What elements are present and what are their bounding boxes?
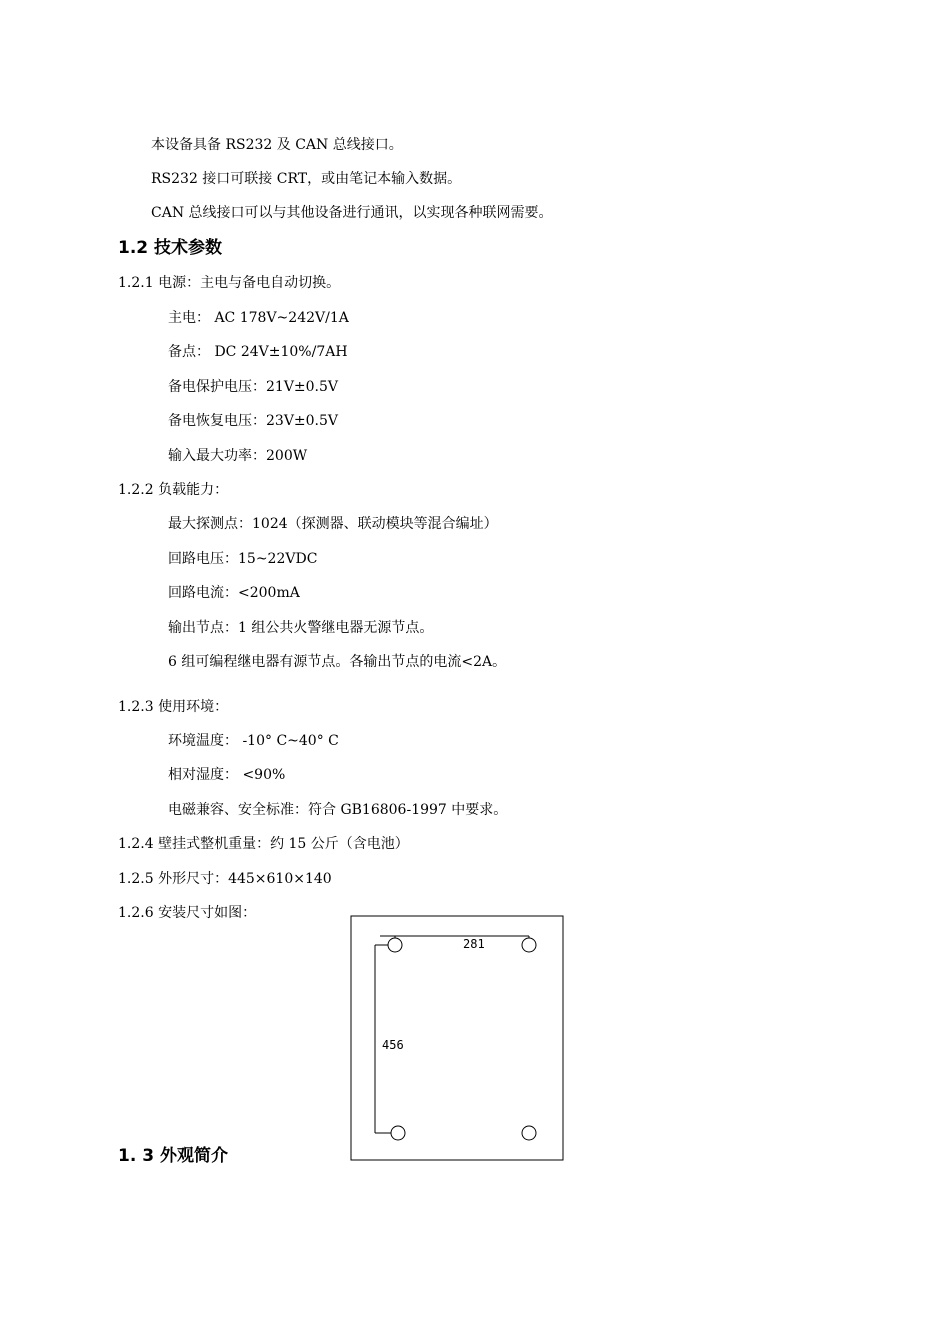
mount-line: 1.2.6 安装尺寸如图： [118,905,257,921]
load-item: 6 组可编程继电器有源节点。各输出节点的电流<2A。 [168,654,507,670]
power-item: 输入最大功率：200W [168,448,308,464]
power-title: 1.2.1 电源：主电与备电自动切换。 [118,275,341,291]
power-item: 备电恢复电压：23V±0.5V [168,413,339,429]
mounting-hole [522,938,536,952]
mounting-diagram [350,915,564,1161]
load-item: 回路电压：15~22VDC [168,551,318,567]
intro-p2: RS232 接口可联接 CRT，或由笔记本输入数据。 [151,171,462,187]
section-heading-1-2: 1.2 技术参数 [118,238,223,258]
intro-p1: 本设备具备 RS232 及 CAN 总线接口。 [151,137,403,153]
power-item: 备点： DC 24V±10%/7AH [168,344,348,360]
load-item: 回路电流：<200mA [168,585,300,601]
env-item: 环境温度： -10° C~40° C [168,733,339,749]
env-item: 电磁兼容、安全标准：符合 GB16806-1997 中要求。 [168,802,508,818]
env-title: 1.2.3 使用环境： [118,699,229,715]
mounting-hole [522,1126,536,1140]
size-line: 1.2.5 外形尺寸：445×610×140 [118,871,332,887]
mounting-hole [391,1126,405,1140]
section-heading-1-3: 1. 3 外观简介 [118,1146,228,1166]
height-label: 456 [382,1038,404,1052]
mounting-hole [388,938,402,952]
width-label: 281 [463,937,485,951]
load-item: 最大探测点：1024（探测器、联动模块等混合编址） [168,516,498,532]
intro-p3: CAN 总线接口可以与其他设备进行通讯，以实现各种联网需要。 [151,205,553,221]
load-item: 输出节点：1 组公共火警继电器无源节点。 [168,620,434,636]
power-item: 主电： AC 178V~242V/1A [168,310,349,326]
weight-line: 1.2.4 壁挂式整机重量：约 15 公斤（含电池） [118,836,409,852]
env-item: 相对湿度： <90% [168,767,286,783]
power-item: 备电保护电压：21V±0.5V [168,379,339,395]
load-title: 1.2.2 负载能力： [118,482,229,498]
